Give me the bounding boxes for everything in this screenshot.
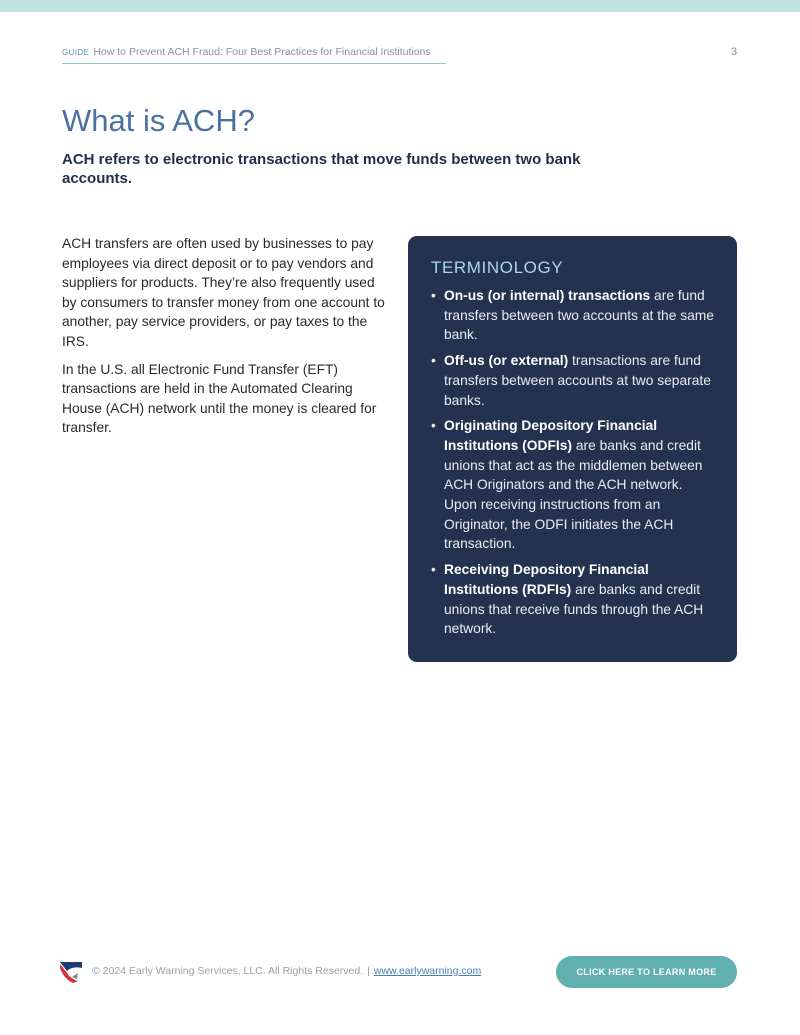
term-definition: transactions are fund transfers between accounts at two separate banks. bbox=[444, 353, 711, 408]
term-definition: are fund transfers between two accounts at the same bank. bbox=[444, 288, 714, 343]
terminology-item bbox=[431, 351, 715, 410]
terminology-box bbox=[408, 236, 737, 662]
website-link[interactable]: www.earlywarning.com bbox=[373, 965, 482, 977]
footer-copyright bbox=[92, 965, 481, 977]
bullet: • bbox=[431, 288, 436, 303]
body-paragraph: In the U.S. all Electronic Fund Transfer (EFT) transactions are held in the Automated Clearing House (ACH) network until the money is cleared for transfer. bbox=[62, 361, 377, 436]
lede: ACH refers to electronic transactions that move funds between two bank accounts. bbox=[62, 151, 581, 187]
page-number: 3 bbox=[731, 46, 738, 58]
terminology-item bbox=[431, 416, 715, 554]
term: Receiving Depository Financial Institutions (RDFIs) bbox=[444, 562, 649, 597]
term: Off-us (or external) bbox=[444, 353, 569, 369]
footer-separator: | bbox=[367, 965, 370, 977]
terminology-item bbox=[431, 286, 715, 345]
bullet: • bbox=[431, 418, 436, 434]
early-warning-logo-icon bbox=[58, 959, 84, 985]
term-definition: are banks and credit unions that receive funds through the ACH network. bbox=[444, 581, 704, 637]
terminology-title: TERMINOLOGY bbox=[431, 258, 564, 277]
term-definition: are banks and credit unions that act as the middlemen between ACH Originators and the ACH network. Upon receiving instructions from an Originator, the ODFI initiates the ACH transaction. bbox=[444, 437, 703, 552]
copyright-text: © 2024 Early Warning Services, LLC. All Rights Reserved. bbox=[92, 965, 364, 977]
header-title: How to Prevent ACH Fraud: Four Best Practices for Financial Institutions bbox=[93, 46, 431, 58]
learn-more-button[interactable]: CLICK HERE TO LEARN MORE bbox=[556, 956, 737, 988]
bullet: • bbox=[431, 353, 436, 369]
terminology-item bbox=[431, 560, 715, 639]
bullet: • bbox=[431, 562, 436, 578]
term: On-us (or internal) transactions bbox=[444, 288, 651, 303]
body-paragraph: ACH transfers are often used by businesses to pay employees via direct deposit or to pay vendors and suppliers for products. They’re also frequently used by consumers to transfer money from one account to another, pay service providers, or pay taxes to the IRS. bbox=[62, 236, 385, 349]
terminology-list bbox=[431, 286, 715, 639]
running-header bbox=[62, 46, 446, 64]
body-column bbox=[62, 234, 392, 446]
page-title: What is ACH? bbox=[62, 103, 255, 138]
term: Originating Depository Financial Institutions (ODFIs) bbox=[444, 418, 658, 453]
guide-tag: GUIDE bbox=[62, 48, 90, 57]
top-accent-bar bbox=[0, 0, 800, 12]
